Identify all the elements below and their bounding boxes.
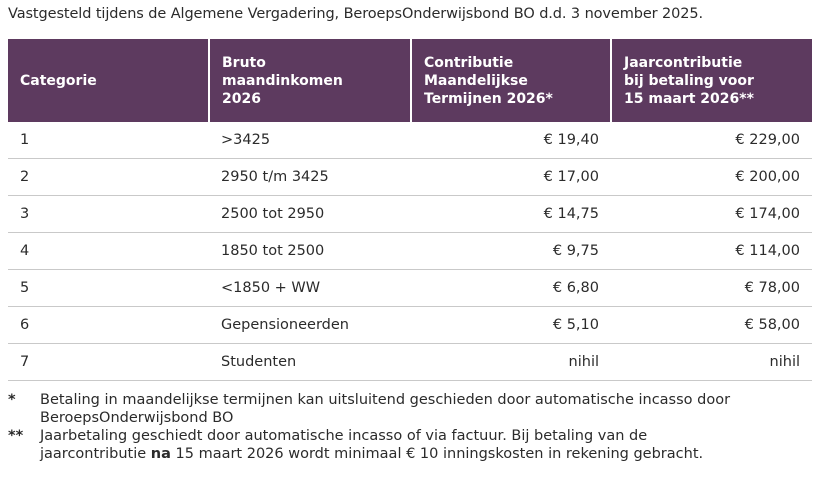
header-line: Jaarcontributie xyxy=(624,54,743,71)
table-row xyxy=(8,344,812,381)
cell-categorie: 4 xyxy=(8,233,209,270)
cell-inkomen: Gepensioneerden xyxy=(209,307,411,344)
header-line: 2026 xyxy=(222,90,261,107)
cell-inkomen: Studenten xyxy=(209,344,411,381)
footnotes xyxy=(8,391,812,463)
cell-jaarcontributie: € 174,00 xyxy=(611,196,812,233)
cell-maandcontributie: € 14,75 xyxy=(411,196,611,233)
header-line: Termijnen 2026* xyxy=(424,90,553,107)
footnote-marker: ** xyxy=(8,428,24,444)
cell-jaarcontributie: nihil xyxy=(611,344,812,381)
footnote-line: Betaling in maandelijkse termijnen kan uitsluitend geschieden door automatische incasso door xyxy=(40,392,731,408)
footnote-text xyxy=(40,391,812,427)
table-row xyxy=(8,233,812,270)
cell-categorie: 7 xyxy=(8,344,209,381)
cell-jaarcontributie: € 78,00 xyxy=(611,270,812,307)
footnote-line: BeroepsOnderwijsbond BO xyxy=(40,410,234,426)
header-categorie xyxy=(8,39,209,122)
header-bruto-maandinkomen xyxy=(209,39,411,122)
cell-maandcontributie: € 6,80 xyxy=(411,270,611,307)
table-row xyxy=(8,270,812,307)
table-row xyxy=(8,307,812,344)
header-line: 15 maart 2026** xyxy=(624,90,754,107)
footnote-emphasis: na xyxy=(150,446,171,462)
footnote-line-start: jaarcontributie xyxy=(40,446,151,462)
table-row xyxy=(8,122,812,159)
cell-inkomen: >3425 xyxy=(209,122,411,159)
cell-categorie: 2 xyxy=(8,159,209,196)
table-body xyxy=(8,122,812,381)
cell-inkomen: <1850 + WW xyxy=(209,270,411,307)
cell-categorie: 5 xyxy=(8,270,209,307)
footnote-line-end: 15 maart 2026 wordt minimaal € 10 inningskosten in rekening gebracht. xyxy=(170,446,704,462)
cell-inkomen: 1850 tot 2500 xyxy=(209,233,411,270)
cell-categorie: 6 xyxy=(8,307,209,344)
cell-maandcontributie: € 17,00 xyxy=(411,159,611,196)
header-line: Contributie xyxy=(424,54,514,71)
cell-inkomen: 2950 t/m 3425 xyxy=(209,159,411,196)
header-categorie-line: Categorie xyxy=(20,72,97,89)
cell-maandcontributie: € 5,10 xyxy=(411,307,611,344)
cell-maandcontributie: nihil xyxy=(411,344,611,381)
cell-categorie: 1 xyxy=(8,122,209,159)
footnote-text xyxy=(40,427,812,463)
header-line: bij betaling voor xyxy=(624,72,754,89)
cell-maandcontributie: € 9,75 xyxy=(411,233,611,270)
cell-categorie: 3 xyxy=(8,196,209,233)
table-row xyxy=(8,196,812,233)
table-row xyxy=(8,159,812,196)
cell-maandcontributie: € 19,40 xyxy=(411,122,611,159)
header-line: Maandelijkse xyxy=(424,72,528,89)
header-contributie-maandelijks xyxy=(411,39,611,122)
intro-text: Vastgesteld tijdens de Algemene Vergadering, BeroepsOnderwijsbond BO d.d. 3 november 2025. xyxy=(8,6,704,22)
cell-jaarcontributie: € 229,00 xyxy=(611,122,812,159)
footnote-yearly xyxy=(8,427,812,463)
table-header xyxy=(8,39,812,122)
footnote-marker: * xyxy=(8,392,16,408)
header-line: Bruto xyxy=(222,54,266,71)
header-row xyxy=(8,39,812,122)
contribution-table xyxy=(8,39,812,381)
footnote-monthly xyxy=(8,391,812,427)
cell-jaarcontributie: € 58,00 xyxy=(611,307,812,344)
footnote-line: Jaarbetaling geschiedt door automatische incasso of via factuur. Bij betaling van de xyxy=(40,428,648,444)
header-jaarcontributie xyxy=(611,39,812,122)
header-line: maandinkomen xyxy=(222,72,343,89)
cell-jaarcontributie: € 114,00 xyxy=(611,233,812,270)
cell-jaarcontributie: € 200,00 xyxy=(611,159,812,196)
cell-inkomen: 2500 tot 2950 xyxy=(209,196,411,233)
